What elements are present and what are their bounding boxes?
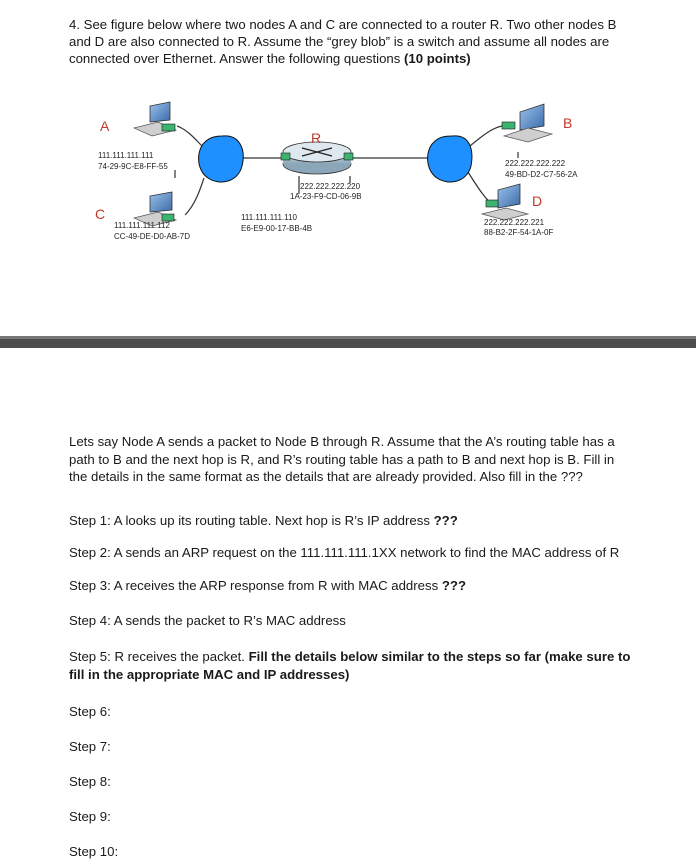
host-a-ip: 111.111.111.111: [98, 151, 154, 160]
node-c-label: C: [95, 206, 106, 222]
step-7: Step 7:: [69, 739, 111, 754]
host-a-computer-icon: [134, 102, 176, 136]
host-b-mac: 49-BD-D2-C7-56-2A: [505, 170, 578, 179]
link-c-switch: [185, 178, 204, 215]
router-left-ip: 111.111.111.110: [241, 213, 297, 222]
step-4: Step 4: A sends the packet to R’s MAC address: [69, 613, 346, 628]
step-5: Step 5: R receives the packet. Fill the details below similar to the steps so far (make sure to fill in the appropriate MAC and IP addresses): [69, 649, 631, 682]
step-2: Step 2: A sends an ARP request on the 111.111.111.1XX network to find the MAC address of R: [69, 545, 620, 560]
host-d-mac: 88-B2-2F-54-1A-0F: [484, 228, 554, 237]
host-b-ip: 222.222.222.222: [505, 159, 566, 168]
step-9: Step 9:: [69, 809, 111, 824]
switch-left: [199, 136, 244, 182]
host-b-computer-icon: [502, 104, 552, 142]
page-separator: [0, 336, 696, 348]
router-right-mac: 1A-23-F9-CD-06-9B: [290, 192, 362, 201]
step-1: Step 1: A looks up its routing table. Next hop is R’s IP address ???: [69, 513, 458, 528]
node-r-label: R: [311, 130, 322, 146]
host-d-ip: 222.222.222.221: [484, 218, 545, 227]
host-c-ip: 111.111.111.112: [114, 221, 170, 230]
step-8: Step 8:: [69, 774, 111, 789]
link-a-switch: [177, 126, 202, 146]
node-d-label: D: [532, 193, 543, 209]
router-left-mac: E6-E9-00-17-BB-4B: [241, 224, 313, 233]
router-icon: [281, 142, 353, 174]
node-a-label: A: [100, 118, 110, 134]
host-a-mac: 74-29-9C-E8-FF-55: [98, 162, 168, 171]
switch-right: [428, 136, 472, 182]
node-b-label: B: [563, 115, 573, 131]
question-points: (10 points): [404, 51, 471, 66]
host-c-mac: CC-49-DE-D0-AB-7D: [114, 232, 191, 241]
step-3: Step 3: A receives the ARP response from R with MAC address ???: [69, 578, 467, 593]
host-d-computer-icon: [482, 184, 528, 220]
link-switch-b: [470, 126, 502, 146]
step-6: Step 6:: [69, 704, 111, 719]
question-body: 4. See figure below where two nodes A and C are connected to a router R. Two other nodes B and D are also connected to R. Assume the “grey blob” is a switch and assume all nodes are connected over Ethernet. Answer the following questions: [69, 17, 617, 66]
network-diagram: [0, 0, 696, 250]
step-10: Step 10:: [69, 844, 119, 859]
router-right-ip: 222.222.222.220: [300, 182, 361, 191]
intro-paragraph: Lets say Node A sends a packet to Node B through R. Assume that the A’s routing table has a path to B and the next hop is R, and R’s routing table has a path to B and next hop is B. Fill in the details in the same format as the details that are already provided. Also fill in the ???: [69, 434, 615, 484]
